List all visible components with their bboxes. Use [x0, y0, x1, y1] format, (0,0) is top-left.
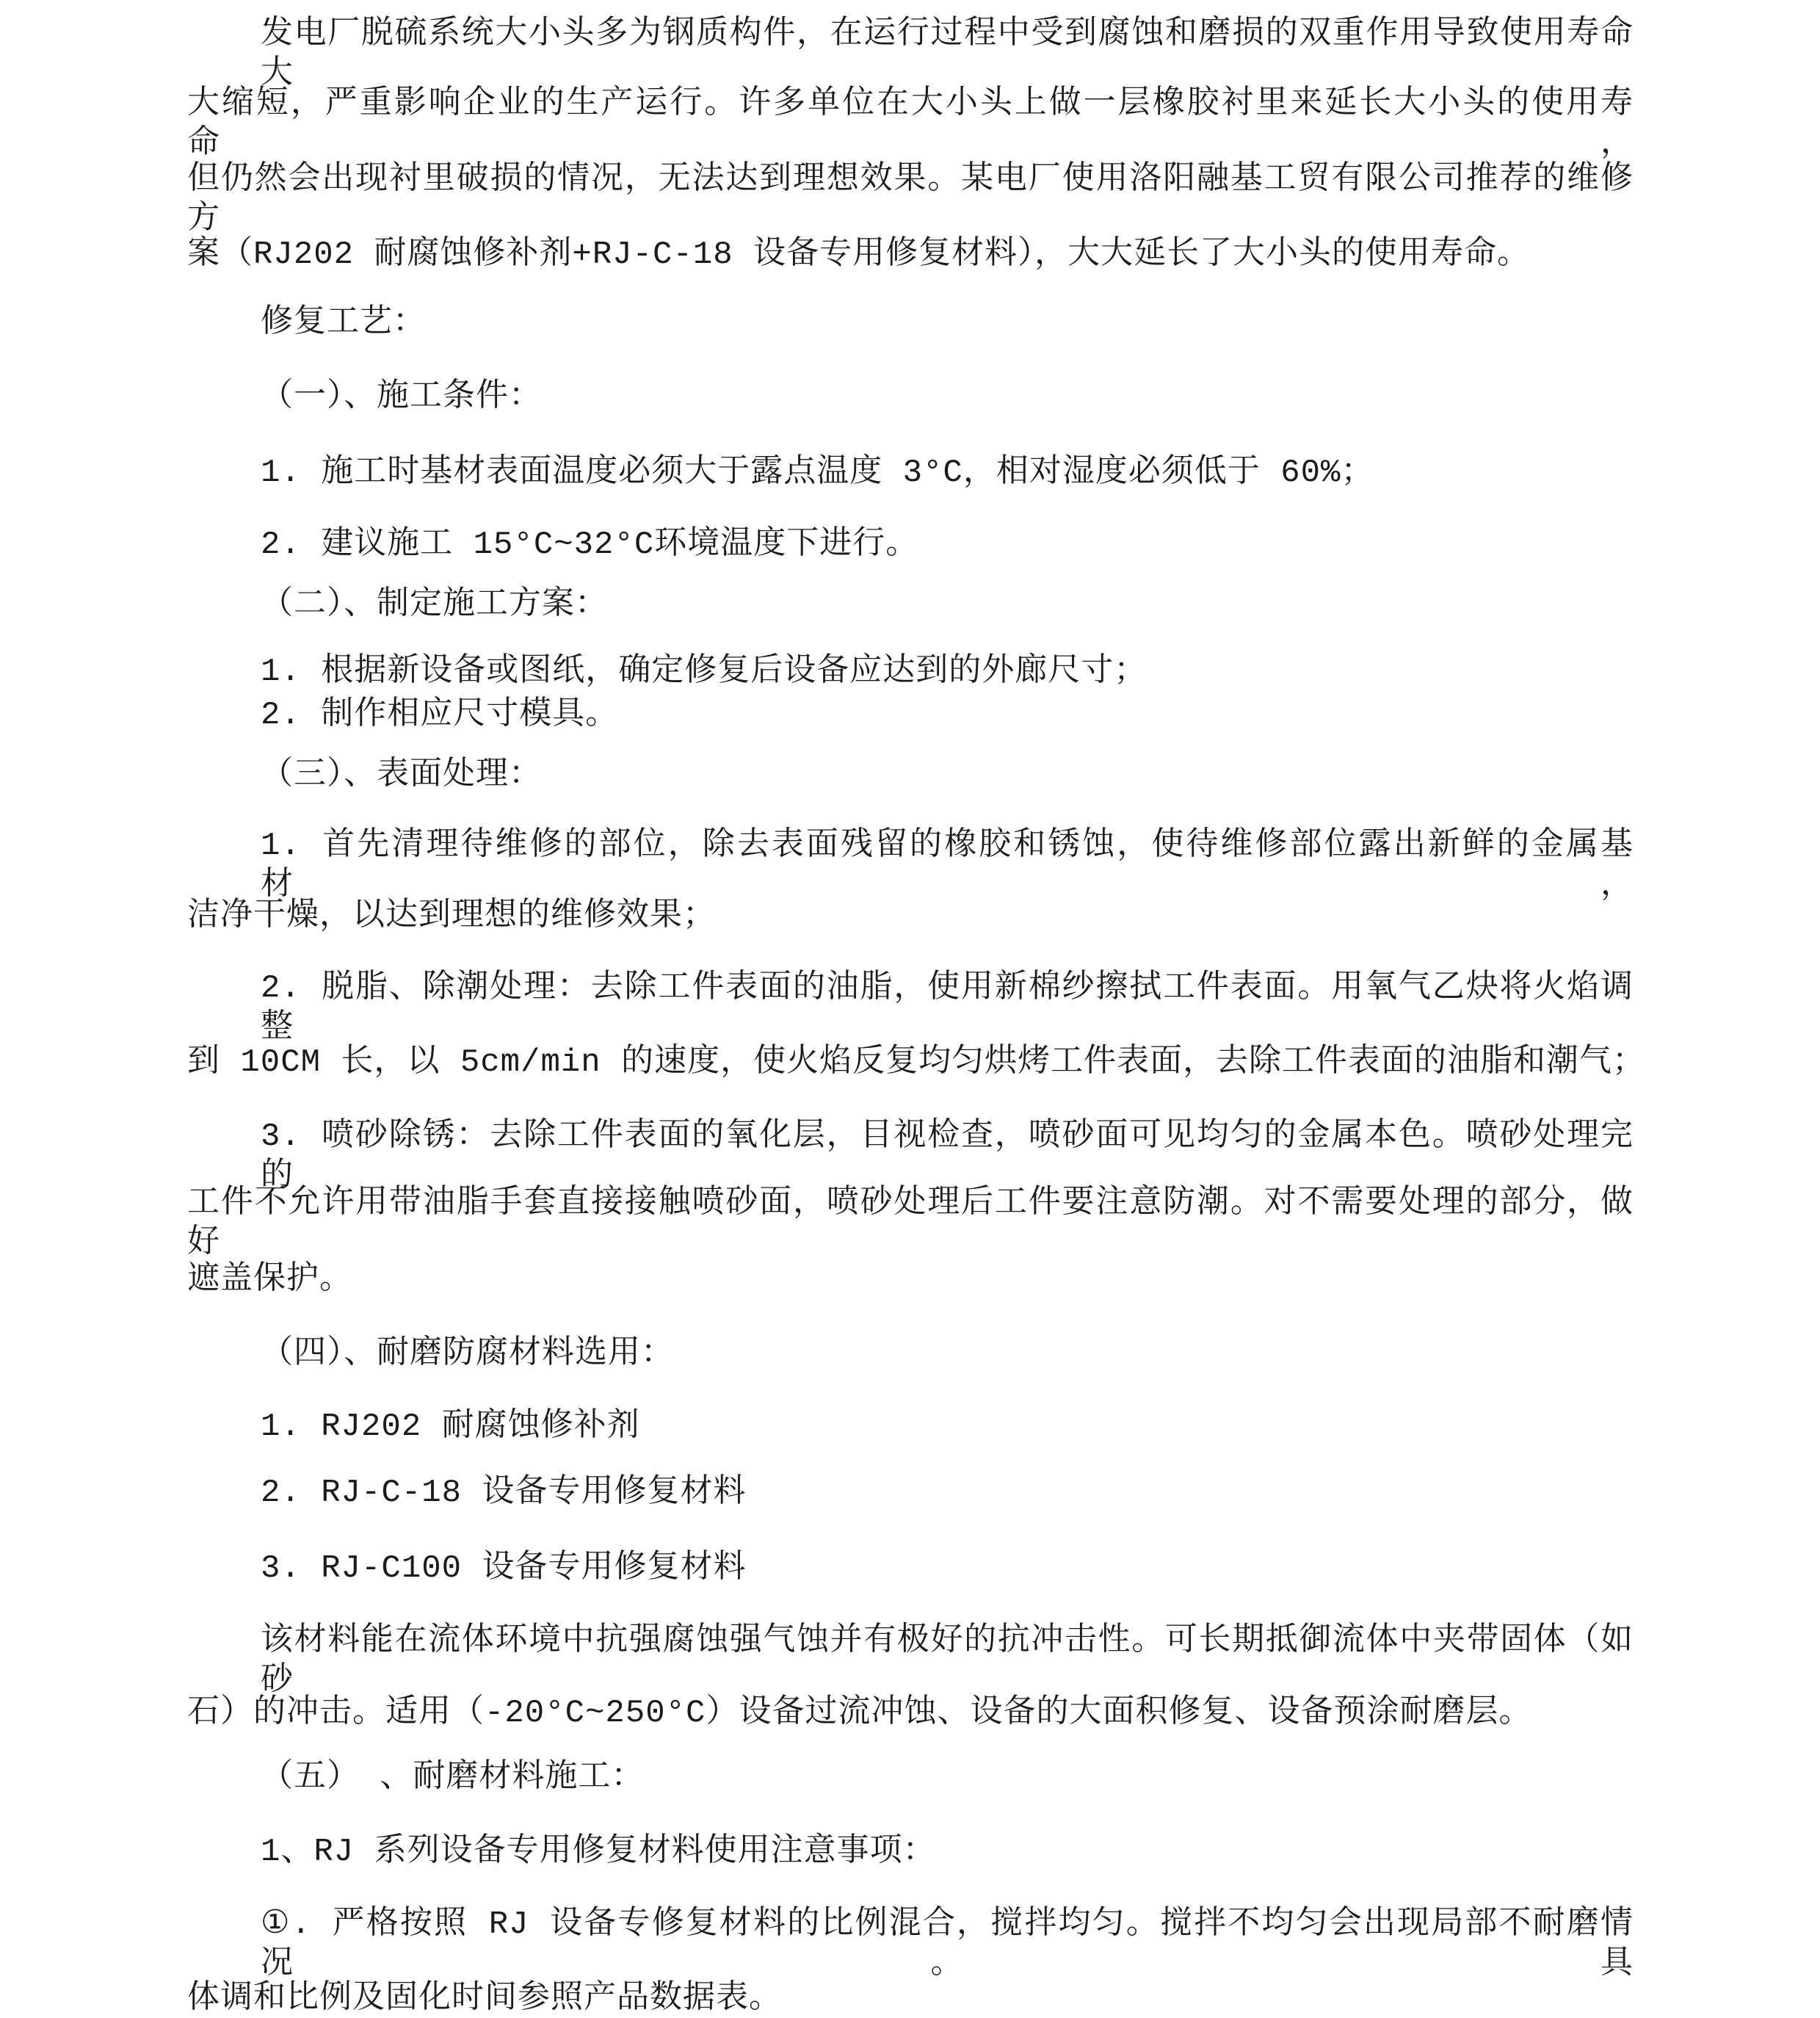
- section-heading: （五） 、耐磨材料施工：: [261, 1760, 645, 1796]
- section-heading: （三）、表面处理：: [261, 757, 542, 794]
- list-item: 1、RJ 系列设备专用修复材料使用注意事项：: [261, 1834, 936, 1870]
- section-heading: （四）、耐磨防腐材料选用：: [261, 1336, 674, 1373]
- list-item: ①. 严格按照 RJ 设备专修复材料的比例混合，搅拌均匀。搅拌不均匀会出现局部不耐磨情况。具: [261, 1906, 1634, 1983]
- list-item: 2. 脱脂、除潮处理：去除工件表面的油脂，使用新棉纱擦拭工件表面。用氧气乙炔将火焰调整: [261, 970, 1634, 1046]
- list-item: 2. 建议施工 15°C~32°C环境温度下进行。: [261, 527, 919, 563]
- paragraph-line: 洁净干燥，以达到理想的维修效果；: [187, 898, 716, 935]
- paragraph-line: 遮盖保护。: [187, 1262, 352, 1298]
- list-item: 1. RJ202 耐腐蚀修补剂: [261, 1408, 640, 1445]
- paragraph-line: 案（RJ202 耐腐蚀修补剂+RJ-C-18 设备专用修复材料），大大延长了大小头的使用寿命。: [187, 236, 1531, 273]
- paragraph-line: 石）的冲击。适用（-20°C~250°C）设备过流冲蚀、设备的大面积修复、设备预涂耐磨层。: [187, 1695, 1532, 1732]
- paragraph-line: 到 10CM 长，以 5cm/min 的速度，使火焰反复均匀烘烤工件表面，去除工件表面的油脂和潮气；: [187, 1044, 1646, 1081]
- list-item: 2. RJ-C-18 设备专用修复材料: [261, 1475, 747, 1511]
- list-item: 3. RJ-C100 设备专用修复材料: [261, 1550, 747, 1587]
- paragraph-line: 发电厂脱硫系统大小头多为钢质构件，在运行过程中受到腐蚀和磨损的双重作用导致使用寿命大: [261, 16, 1634, 93]
- list-item: 1. 根据新设备或图纸，确定修复后设备应达到的外廊尺寸；: [261, 654, 1148, 690]
- section-heading: （一）、施工条件：: [261, 379, 542, 416]
- paragraph-line: 大缩短，严重影响企业的生产运行。许多单位在大小头上做一层橡胶衬里来延长大小头的使用寿命，: [187, 86, 1634, 162]
- paragraph-line: 工件不允许用带油脂手套直接接触喷砂面，喷砂处理后工件要注意防潮。对不需要处理的部分，做好: [187, 1185, 1634, 1262]
- list-item: 3. 喷砂除锈：去除工件表面的氧化层，目视检查，喷砂面可见均匀的金属本色。喷砂处理完的: [261, 1118, 1634, 1195]
- paragraph-line: 该材料能在流体环境中抗强腐蚀强气蚀并有极好的抗冲击性。可长期抵御流体中夹带固体（如砂: [261, 1623, 1634, 1699]
- list-item: 2. 制作相应尺寸模具。: [261, 697, 619, 734]
- list-item: 1. 首先清理待维修的部位，除去表面残留的橡胶和锈蚀，使待维修部位露出新鲜的金属基材，: [261, 828, 1634, 904]
- paragraph-line: 但仍然会出现衬里破损的情况，无法达到理想效果。某电厂使用洛阳融基工贸有限公司推荐的维修方: [187, 162, 1634, 238]
- list-item: 1. 施工时基材表面温度必须大于露点温度 3°C，相对湿度必须低于 60%；: [261, 455, 1374, 491]
- section-heading: 修复工艺：: [261, 305, 426, 341]
- section-heading: （二）、制定施工方案：: [261, 587, 608, 623]
- paragraph-line: 体调和比例及固化时间参照产品数据表。: [187, 1981, 782, 2017]
